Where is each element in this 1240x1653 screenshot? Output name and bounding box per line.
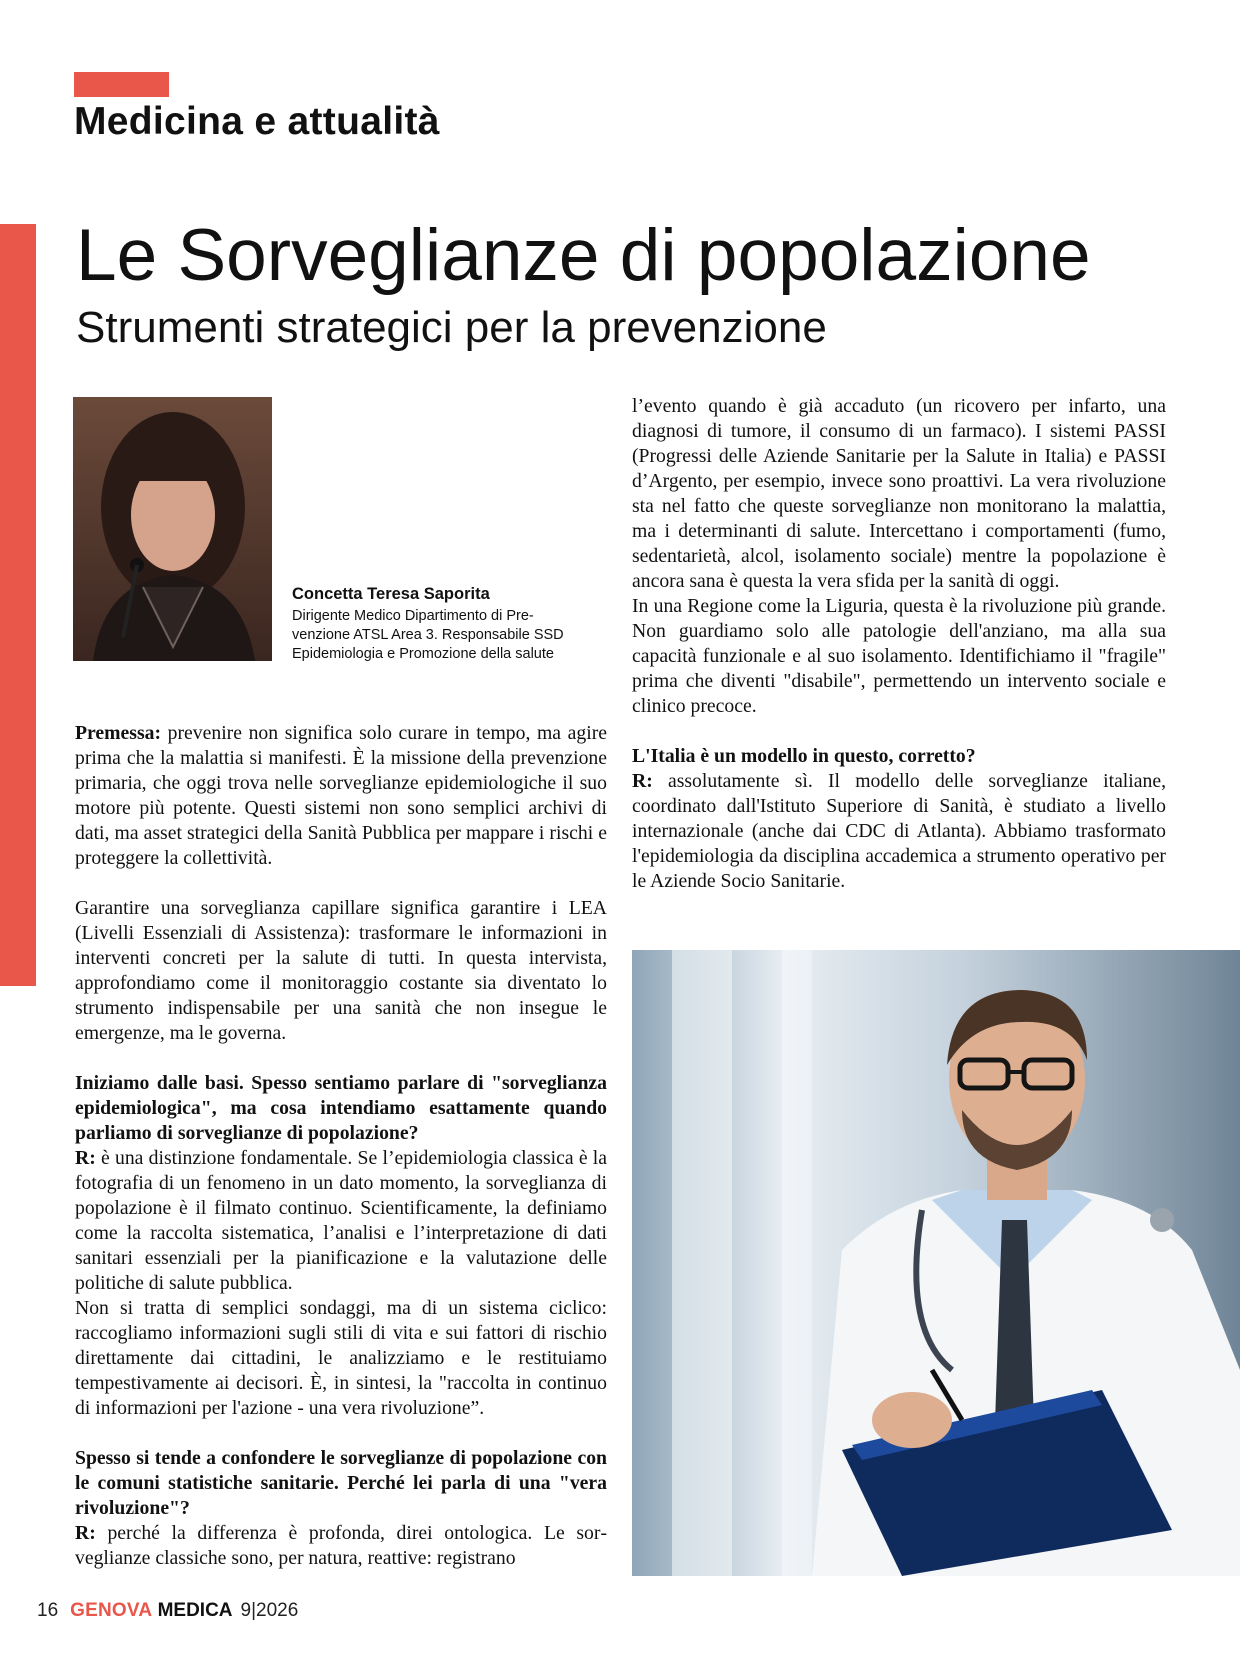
answer <box>75 1521 607 1571</box>
left-column <box>75 721 607 1571</box>
page-footer <box>37 1600 298 1622</box>
right-column <box>632 394 1166 894</box>
answer-text: assolutamente sì. Il modello delle sorveglianze italiane, coordinato dall'Istituto Superiore di Sanità, è studiato a livello internazionale (anche dai CDC di Atlanta). Abbiamo trasformato l'epidemiologia da disciplina accademica a strumento operativo per le Aziende Socio Sanitarie. <box>632 770 1166 892</box>
article-subtitle: Strumenti strategici per la prevenzione <box>76 303 827 352</box>
author-name: Concetta Teresa Saporita <box>292 585 490 603</box>
question-text: Spesso si tende a confondere le sorveglianze di popolazione con le comuni statistiche sanitarie. Perché lei parla di una "vera rivoluzione"? <box>75 1447 607 1519</box>
paragraph: Garantire una sorveglianza capillare significa garantire i LEA (Livelli Essenziali di Assistenza): trasformare le informazioni in interventi concreti per la salute di tutti. In questa intervista, approfondiamo come il monitoraggio costante sia diventato lo strumento indispensabile per una sanità che non insegue le emergenze, ma le governa. <box>75 897 607 1044</box>
issue-number: 9|2026 <box>240 1600 299 1621</box>
answer <box>75 1146 607 1296</box>
premessa-label: Premessa: <box>75 722 162 744</box>
author-role <box>292 607 602 664</box>
question <box>75 1071 607 1146</box>
author-role-line: Epidemiologia e Promozione della salute <box>292 646 554 662</box>
question-text: Iniziamo dalle basi. Spesso sentiamo parlare di "sorveglianza epidemiologica", ma cosa intendiamo esattamente quando parliamo di sorveglianze di popolazione? <box>75 1072 607 1144</box>
author-photo <box>73 397 272 661</box>
answer <box>632 769 1166 894</box>
question-text: L'Italia è un modello in questo, corretto? <box>632 745 976 767</box>
paragraph: Non si tratta di semplici sondaggi, ma di un sistema ciclico: raccogliamo informazioni sugli stili di vita e sui fattori di rischio direttamente dai cittadini, le analizziamo e le restituiamo tempestivamente ai decisori. È, in sintesi, la "raccolta in continuo di informazioni per l'azione - una vera rivoluzione”. <box>75 1297 607 1419</box>
magazine-brand-medica: MEDICA <box>157 1600 233 1621</box>
section-label: Medicina e attualità <box>74 100 440 143</box>
answer-text: perché la differenza è profonda, direi ontologica. Le sorveglianze classiche sono, per natura, reattive: registrano <box>75 1522 607 1569</box>
answer-label: R: <box>632 770 653 792</box>
page-number: 16 <box>37 1600 59 1621</box>
author-role-line: venzione ATSL Area 3. Responsabile SSD <box>292 627 564 643</box>
answer-label: R: <box>75 1147 96 1169</box>
author-caption <box>292 584 602 664</box>
paragraph: l’evento quando è già accaduto (un ricovero per infarto, una diagnosi di tumore, il consumo di un farmaco). I sistemi PASSI (Progressi delle Aziende Sanitarie per la Salute in Italia) e PASSI d’Argento, per esempio, invece sono proattivi. La vera rivoluzione sta nel fatto che queste sorveglianze non monitorano la malattia, ma i determinanti di salute. Intercettano i comportamenti (fumo, sedentarietà, alcol, isolamento sociale) mentre la popolazione è ancora sana è questa la vera sfida per la sanità di oggi. <box>632 395 1166 592</box>
magazine-brand-genova: GENOVA <box>70 1600 153 1621</box>
answer-label: R: <box>75 1522 96 1544</box>
question <box>632 744 1166 769</box>
question <box>75 1446 607 1521</box>
premessa-text: prevenire non significa solo curare in tempo, ma agire prima che la malattia si manifesti. È la missione della prevenzione primaria, che oggi trova nelle sorveglianze epidemiologiche il suo motore più potente. Questi sistemi non sono semplici archivi di dati, ma asset strategici della Sanità Pubblica per mappare i rischi e proteggere la collettività. <box>75 722 607 869</box>
doctor-photo <box>632 950 1240 1576</box>
paragraph: In una Regione come la Liguria, questa è la rivoluzione più grande. Non guardiamo solo alle patologie dell'anziano, ma alla sua capacità funzionale e al suo isolamento. Identifichiamo il "fragile" prima che diventi "disabile", permettendo un intervento sociale e clinico precoce. <box>632 595 1166 717</box>
intro-paragraph <box>75 721 607 871</box>
section-accent-bar <box>74 72 169 97</box>
answer-text: è una distinzione fondamentale. Se l’epidemiologia classica è la fotografia di un fenomeno in un dato momento, la sorveglianza di popolazione è il filmato continuo. Scientificamente, la definiamo come la raccolta sistematica, l’analisi e l’interpretazione di dati sanitari essenziali per la pianificazione e la valutazione delle politiche di salute pubblica. <box>75 1147 607 1294</box>
article-title: Le Sorveglianze di popolazione <box>76 215 1091 296</box>
side-accent-bar <box>0 224 36 986</box>
author-role-line: Dirigente Medico Dipartimento di Pre- <box>292 608 534 624</box>
